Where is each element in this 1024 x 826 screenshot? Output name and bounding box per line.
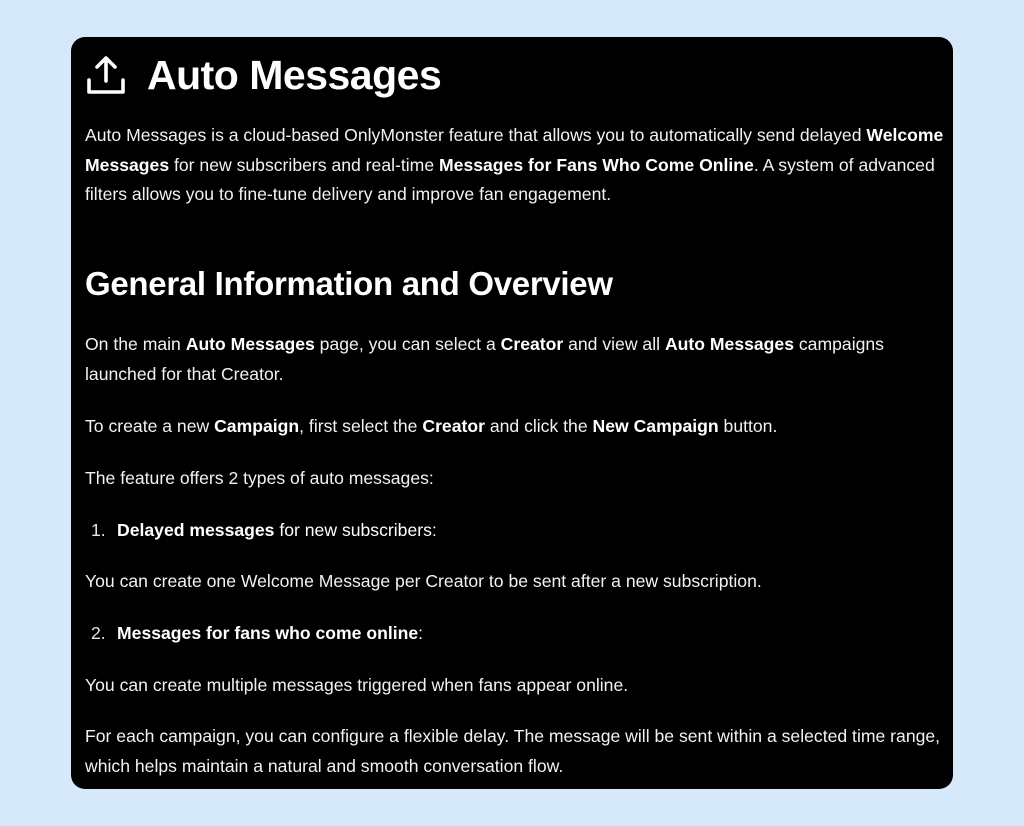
text: and view all xyxy=(563,334,665,354)
intro-bold-online: Messages for Fans Who Come Online xyxy=(439,154,754,175)
paragraph-welcome xyxy=(85,567,947,597)
text: page, you can select a xyxy=(314,334,501,354)
text: button. xyxy=(718,416,778,436)
list-number: 1. xyxy=(91,520,106,540)
bold-text: Auto Messages xyxy=(185,334,315,354)
list-item xyxy=(85,619,947,649)
text: To create a new xyxy=(85,416,215,436)
text: and click the xyxy=(484,416,593,436)
paragraph-main-page xyxy=(85,330,947,389)
bold-text: Creator xyxy=(500,334,564,354)
list-item xyxy=(85,516,947,546)
text: campaigns launched for that Creator. xyxy=(85,334,884,384)
upload-tray-icon xyxy=(85,54,127,96)
section-heading: General Information and Overview xyxy=(85,265,613,302)
online-text: You can create multiple messages triggered when fans appear online. xyxy=(85,675,629,695)
list-text: for new subscribers: xyxy=(274,520,437,540)
list-text: : xyxy=(418,623,424,643)
delay-text: For each campaign, you can configure a flexible delay. The message will be sent within a selected time range, which helps maintain a natural and smooth conversation flow. xyxy=(85,726,941,776)
intro-text: for new subscribers and real-time xyxy=(169,154,440,175)
list-bold: Delayed messages xyxy=(117,520,275,540)
paragraph-delay xyxy=(85,722,947,781)
types-text: The feature offers 2 types of auto messages: xyxy=(85,468,434,488)
intro-text: . A system of advanced filters allows you to fine-tune delivery and improve fan engagement. xyxy=(85,154,935,204)
bold-text: Creator xyxy=(422,416,485,436)
intro-paragraph xyxy=(85,121,947,210)
paragraph-online xyxy=(85,671,947,701)
bold-text: Auto Messages xyxy=(664,334,794,354)
bold-text: New Campaign xyxy=(592,416,719,436)
page-title: Auto Messages xyxy=(147,51,442,98)
text: , first select the xyxy=(299,416,423,436)
list-bold: Messages for fans who come online xyxy=(117,623,419,643)
article-card xyxy=(71,37,953,789)
bold-text: Campaign xyxy=(214,416,300,436)
title-row xyxy=(85,45,441,105)
paragraph-types xyxy=(85,464,947,494)
paragraph-create-campaign xyxy=(85,412,947,442)
intro-bold-welcome: Welcome Messages xyxy=(85,125,944,175)
text: On the main xyxy=(85,334,186,354)
intro-text: Auto Messages is a cloud-based OnlyMonster feature that allows you to automatically send delayed xyxy=(85,125,867,145)
list-number: 2. xyxy=(91,623,106,643)
welcome-text: You can create one Welcome Message per Creator to be sent after a new subscription. xyxy=(85,571,762,591)
